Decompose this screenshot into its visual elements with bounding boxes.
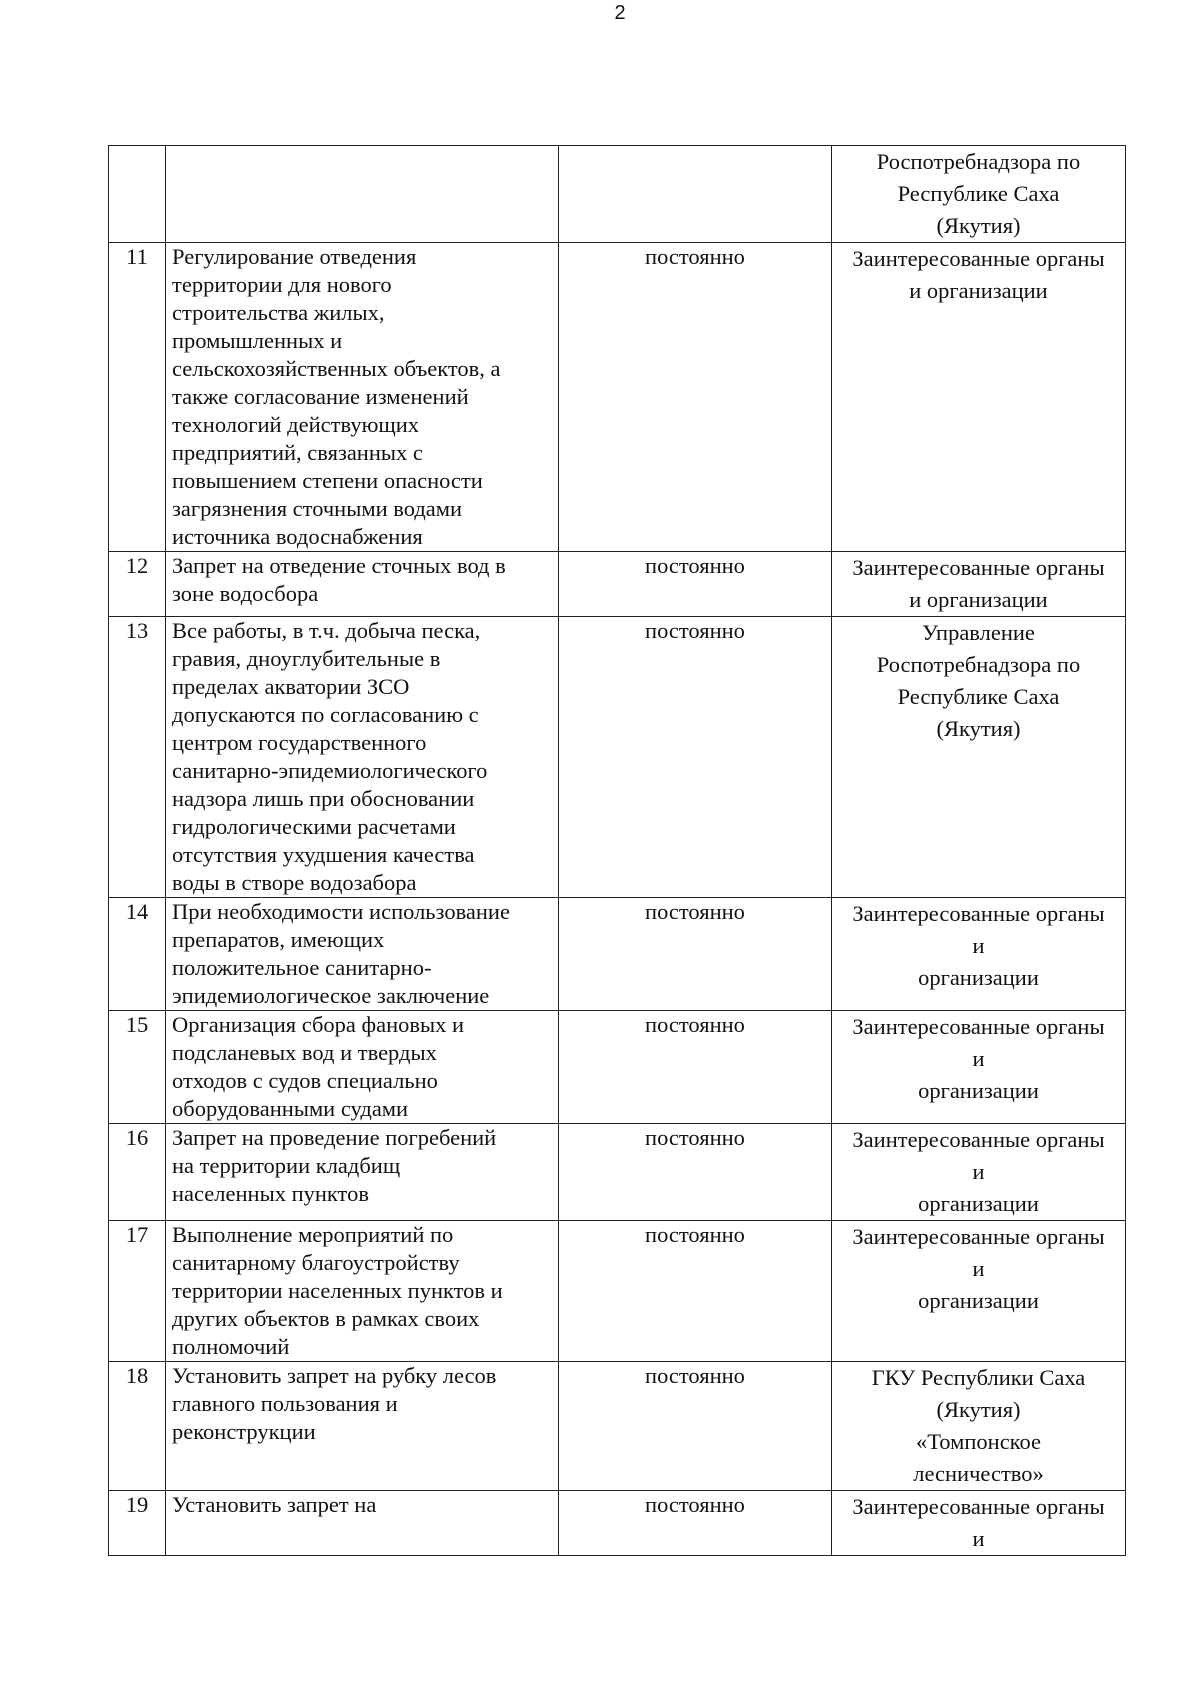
row-number: 18: [109, 1362, 166, 1491]
description-line: санитарно-эпидемиологического: [172, 758, 488, 783]
table-row: [109, 1491, 1126, 1556]
description-line: реконструкции: [172, 1419, 316, 1444]
description-line: повышением степени опасности: [172, 468, 483, 493]
row-number: 19: [109, 1491, 166, 1556]
description-line: воды в створе водозабора: [172, 870, 417, 895]
table-row: [109, 898, 1126, 1011]
row-number: 11: [109, 243, 166, 552]
description-line: препаратов, имеющих: [172, 927, 385, 952]
responsible-cell: [832, 1362, 1126, 1491]
measure-description: [166, 1362, 559, 1491]
responsible-cell: [832, 1491, 1126, 1556]
description-line: источника водоснабжения: [172, 524, 423, 549]
description-line: гидрологическими расчетами: [172, 814, 456, 839]
description-line: отсутствия ухудшения качества: [172, 842, 475, 867]
table-row: [109, 1221, 1126, 1362]
description-line: санитарному благоустройству: [172, 1250, 460, 1275]
table-row: [109, 617, 1126, 898]
responsible-cell: [832, 146, 1126, 243]
responsible-line: и: [972, 1159, 985, 1184]
table-row: [109, 146, 1126, 243]
responsible-line: Республике Саха: [897, 181, 1060, 206]
responsible-line: (Якутия): [936, 716, 1021, 741]
responsible-line: и: [972, 933, 985, 958]
responsible-line: Роспотребнадзора по: [876, 652, 1081, 677]
table-row: [109, 1124, 1126, 1221]
description-line: Запрет на проведение погребений: [172, 1125, 497, 1150]
description-line: При необходимости использование: [172, 899, 510, 924]
page-number: 2: [614, 2, 626, 24]
responsible-line: (Якутия): [936, 1397, 1021, 1422]
description-line: положительное санитарно-: [172, 955, 432, 980]
row-number: [109, 146, 166, 243]
responsible-line: Заинтересованные органы: [852, 901, 1105, 926]
responsible-cell: [832, 1124, 1126, 1221]
responsible-line: и: [972, 1256, 985, 1281]
responsible-line: организации: [918, 1288, 1039, 1313]
term-cell: постоянно: [559, 1124, 832, 1221]
responsible-line: Заинтересованные органы: [852, 1127, 1105, 1152]
term-cell: постоянно: [559, 1011, 832, 1124]
term-cell: постоянно: [559, 1221, 832, 1362]
responsible-line: ГКУ Республики Саха: [871, 1365, 1086, 1390]
responsible-line: Республике Саха: [897, 684, 1060, 709]
description-line: Регулирование отведения: [172, 244, 417, 269]
description-line: надзора лишь при обосновании: [172, 786, 475, 811]
description-line: зоне водосбора: [172, 581, 319, 606]
responsible-line: (Якутия): [936, 213, 1021, 238]
responsible-line: и организации: [909, 587, 1048, 612]
responsible-line: организации: [918, 1078, 1039, 1103]
description-line: промышленных и: [172, 328, 343, 353]
description-line: пределах акватории ЗСО: [172, 674, 410, 699]
responsible-line: и: [972, 1526, 985, 1551]
description-line: строительства жилых,: [172, 300, 385, 325]
responsible-cell: [832, 243, 1126, 552]
description-line: Запрет на отведение сточных вод в: [172, 553, 506, 578]
measure-description: [166, 617, 559, 898]
measure-description: [166, 243, 559, 552]
measures-table: [108, 145, 1126, 1556]
responsible-line: Заинтересованные органы: [852, 1224, 1105, 1249]
table-row: [109, 552, 1126, 617]
responsible-line: организации: [918, 965, 1039, 990]
responsible-line: лесничество»: [913, 1461, 1044, 1486]
description-line: на территории кладбищ: [172, 1153, 401, 1178]
description-line: Установить запрет на: [172, 1492, 377, 1517]
row-number: 17: [109, 1221, 166, 1362]
responsible-line: Управление: [922, 620, 1035, 645]
term-cell: [559, 146, 832, 243]
term-cell: постоянно: [559, 243, 832, 552]
row-number: 13: [109, 617, 166, 898]
term-cell: постоянно: [559, 898, 832, 1011]
measure-description: [166, 1124, 559, 1221]
responsible-cell: [832, 552, 1126, 617]
description-line: территории для нового: [172, 272, 392, 297]
description-line: главного пользования и: [172, 1391, 398, 1416]
measure-description: [166, 1491, 559, 1556]
description-line: подсланевых вод и твердых: [172, 1040, 437, 1065]
description-line: центром государственного: [172, 730, 427, 755]
description-line: населенных пунктов: [172, 1181, 369, 1206]
table-row: [109, 243, 1126, 552]
description-line: сельскохозяйственных объектов, а: [172, 356, 501, 381]
responsible-line: Заинтересованные органы: [852, 1494, 1105, 1519]
responsible-line: Заинтересованные органы: [852, 1014, 1105, 1039]
row-number: 16: [109, 1124, 166, 1221]
measure-description: [166, 552, 559, 617]
description-line: допускаются по согласованию с: [172, 702, 479, 727]
description-line: отходов с судов специально: [172, 1068, 438, 1093]
table-row: [109, 1362, 1126, 1491]
responsible-line: Роспотребнадзора по: [876, 149, 1081, 174]
responsible-cell: [832, 617, 1126, 898]
description-line: загрязнения сточными водами: [172, 496, 463, 521]
responsible-line: Заинтересованные органы: [852, 246, 1105, 271]
description-line: Выполнение мероприятий по: [172, 1222, 454, 1247]
description-line: оборудованными судами: [172, 1096, 409, 1121]
row-number: 15: [109, 1011, 166, 1124]
description-line: Организация сбора фановых и: [172, 1012, 465, 1037]
responsible-line: организации: [918, 1191, 1039, 1216]
description-line: Установить запрет на рубку лесов: [172, 1363, 497, 1388]
description-line: Все работы, в т.ч. добыча песка,: [172, 618, 481, 643]
description-line: гравия, дноуглубительные в: [172, 646, 441, 671]
responsible-line: и: [972, 1046, 985, 1071]
row-number: 14: [109, 898, 166, 1011]
measure-description: [166, 146, 559, 243]
description-line: технологий действующих: [172, 412, 420, 437]
row-number: 12: [109, 552, 166, 617]
term-cell: постоянно: [559, 1362, 832, 1491]
term-cell: постоянно: [559, 617, 832, 898]
measure-description: [166, 1221, 559, 1362]
responsible-line: «Томпонское: [916, 1429, 1041, 1454]
responsible-line: Заинтересованные органы: [852, 555, 1105, 580]
measure-description: [166, 898, 559, 1011]
description-line: полномочий: [172, 1334, 290, 1359]
measure-description: [166, 1011, 559, 1124]
description-line: других объектов в рамках своих: [172, 1306, 480, 1331]
responsible-cell: [832, 898, 1126, 1011]
responsible-cell: [832, 1011, 1126, 1124]
term-cell: постоянно: [559, 1491, 832, 1556]
table-body: [109, 146, 1126, 1556]
table-row: [109, 1011, 1126, 1124]
responsible-cell: [832, 1221, 1126, 1362]
responsible-line: и организации: [909, 278, 1048, 303]
description-line: предприятий, связанных с: [172, 440, 423, 465]
term-cell: постоянно: [559, 552, 832, 617]
description-line: также согласование изменений: [172, 384, 469, 409]
description-line: территории населенных пунктов и: [172, 1278, 503, 1303]
description-line: эпидемиологическое заключение: [172, 983, 490, 1008]
